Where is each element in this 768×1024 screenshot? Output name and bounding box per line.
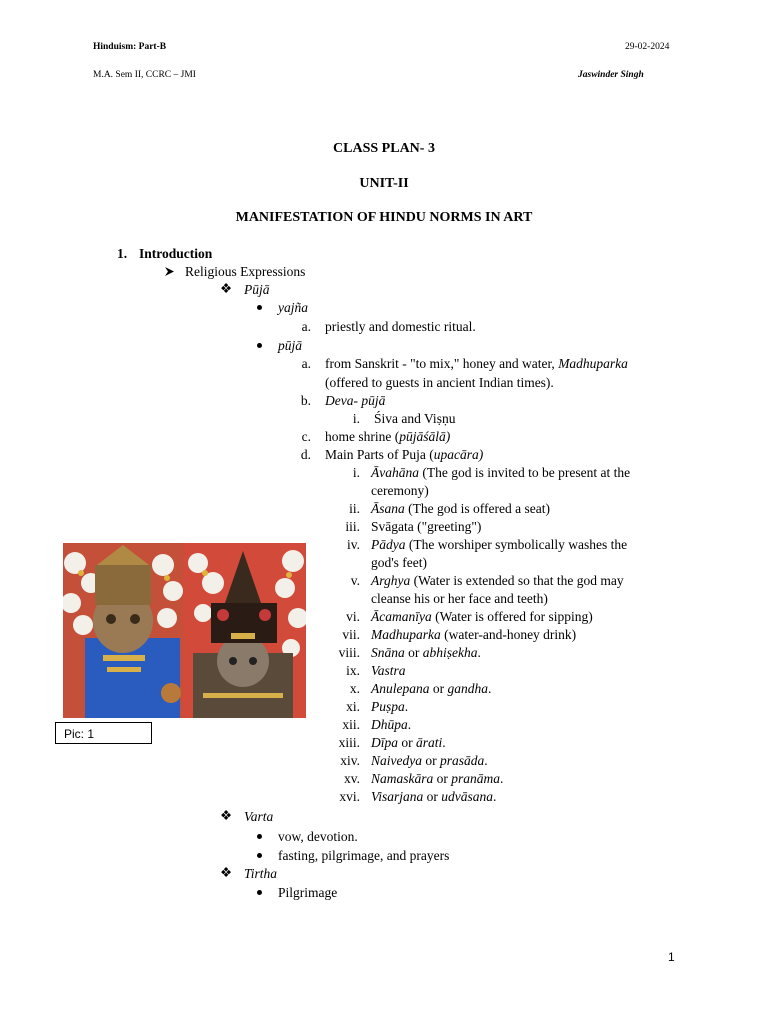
puja-part-continued: ceremony) bbox=[371, 483, 429, 498]
puja-part: Dhūpa. bbox=[371, 717, 412, 732]
list-marker: i. bbox=[352, 465, 360, 480]
arrow-bullet-icon bbox=[164, 266, 175, 277]
puja-part: Anulepana or gandha. bbox=[371, 681, 492, 696]
bullet-icon bbox=[257, 343, 262, 348]
varta-item: vow, devotion. bbox=[278, 829, 358, 844]
puja-a-continued: (offered to guests in ancient Indian times). bbox=[325, 375, 554, 390]
list-marker: xvi. bbox=[339, 789, 360, 804]
diamond-bullet-icon: ❖ bbox=[220, 808, 233, 823]
figure-caption: Pic: 1 bbox=[55, 722, 152, 744]
list-marker: v. bbox=[350, 573, 360, 588]
puja-part: Madhuparka (water-and-honey drink) bbox=[371, 627, 577, 642]
puja-part: Vastra bbox=[371, 663, 406, 678]
puja-part: Puṣpa. bbox=[371, 699, 409, 714]
puja-part: Āsana (The god is offered a seat) bbox=[371, 501, 550, 516]
bullet-icon bbox=[257, 890, 262, 895]
puja-item: pūjā bbox=[278, 338, 303, 353]
varta-item: fasting, pilgrimage, and prayers bbox=[278, 848, 450, 863]
puja-part: Ācamanīya (Water is offered for sipping) bbox=[371, 609, 593, 624]
puja-part: Snāna or abhiṣekha. bbox=[371, 645, 481, 660]
diamond-bullet-icon: ❖ bbox=[220, 281, 233, 296]
puja-part-continued: god's feet) bbox=[371, 555, 428, 570]
intro-heading: Introduction bbox=[139, 246, 213, 261]
list-marker: a. bbox=[301, 319, 311, 334]
list-marker: xii. bbox=[342, 717, 360, 732]
list-marker: viii. bbox=[338, 645, 360, 660]
header-date: 29-02-2024 bbox=[625, 42, 670, 52]
varta-heading: Varta bbox=[244, 809, 274, 824]
list-marker: a. bbox=[301, 356, 311, 371]
list-marker: d. bbox=[300, 447, 311, 462]
deity-photo bbox=[63, 543, 306, 718]
puja-part: Namaskāra or pranāma. bbox=[371, 771, 504, 786]
yajna-item: yajña bbox=[278, 300, 308, 315]
tirtha-heading: Tirtha bbox=[244, 866, 278, 881]
diamond-bullet-icon: ❖ bbox=[220, 865, 233, 880]
puja-b-i: Śiva and Viṣṇu bbox=[374, 411, 456, 426]
page-number: 1 bbox=[668, 950, 675, 964]
puja-c: home shrine (pūjāśālā) bbox=[325, 429, 451, 444]
puja-part: Visarjana or udvāsana. bbox=[371, 789, 497, 804]
tirtha-item: Pilgrimage bbox=[278, 885, 338, 900]
list-marker: vi. bbox=[346, 609, 360, 624]
bullet-icon bbox=[257, 305, 262, 310]
yajna-a: priestly and domestic ritual. bbox=[325, 319, 476, 334]
list-marker: i. bbox=[352, 411, 360, 426]
bullet-icon bbox=[257, 834, 262, 839]
list-marker: iv. bbox=[347, 537, 360, 552]
intro-number: 1. bbox=[117, 246, 128, 261]
list-marker: ii. bbox=[349, 501, 360, 516]
class-plan-title: CLASS PLAN- 3 bbox=[333, 141, 435, 156]
puja-part: Āvahāna (The god is invited to be present at the bbox=[371, 465, 631, 480]
list-marker: c. bbox=[301, 429, 311, 444]
religious-expressions: Religious Expressions bbox=[185, 264, 306, 279]
list-marker: xi. bbox=[346, 699, 360, 714]
puja-part: Dīpa or ārati. bbox=[371, 735, 446, 750]
puja-part: Naivedya or prasāda. bbox=[371, 753, 488, 768]
header-course: Hinduism: Part-B bbox=[93, 42, 167, 52]
header-author: Jaswinder Singh bbox=[578, 70, 644, 80]
list-marker: ix. bbox=[346, 663, 360, 678]
list-marker: iii. bbox=[345, 519, 360, 534]
puja-heading: Pūjā bbox=[244, 282, 270, 297]
list-marker: xiii. bbox=[338, 735, 360, 750]
puja-part-continued: cleanse his or her face and teeth) bbox=[371, 591, 548, 606]
list-marker: vii. bbox=[342, 627, 360, 642]
list-marker: b. bbox=[300, 393, 311, 408]
list-marker: x. bbox=[349, 681, 360, 696]
header-program: M.A. Sem II, CCRC – JMI bbox=[93, 70, 196, 80]
puja-part: Pādya (The worshiper symbolically washes the bbox=[371, 537, 628, 552]
unit-title: UNIT-II bbox=[359, 176, 409, 191]
list-marker: xv. bbox=[344, 771, 360, 786]
puja-b: Deva- pūjā bbox=[325, 393, 386, 408]
main-title: MANIFESTATION OF HINDU NORMS IN ART bbox=[235, 210, 533, 225]
puja-part: Arghya (Water is extended so that the god may bbox=[371, 573, 624, 588]
bullet-icon bbox=[257, 853, 262, 858]
puja-a: from Sanskrit - "to mix," honey and water, Madhuparka bbox=[325, 356, 628, 371]
list-marker: xiv. bbox=[340, 753, 360, 768]
puja-d: Main Parts of Puja (upacāra) bbox=[325, 447, 484, 462]
puja-part: Svāgata ("greeting") bbox=[371, 519, 482, 534]
